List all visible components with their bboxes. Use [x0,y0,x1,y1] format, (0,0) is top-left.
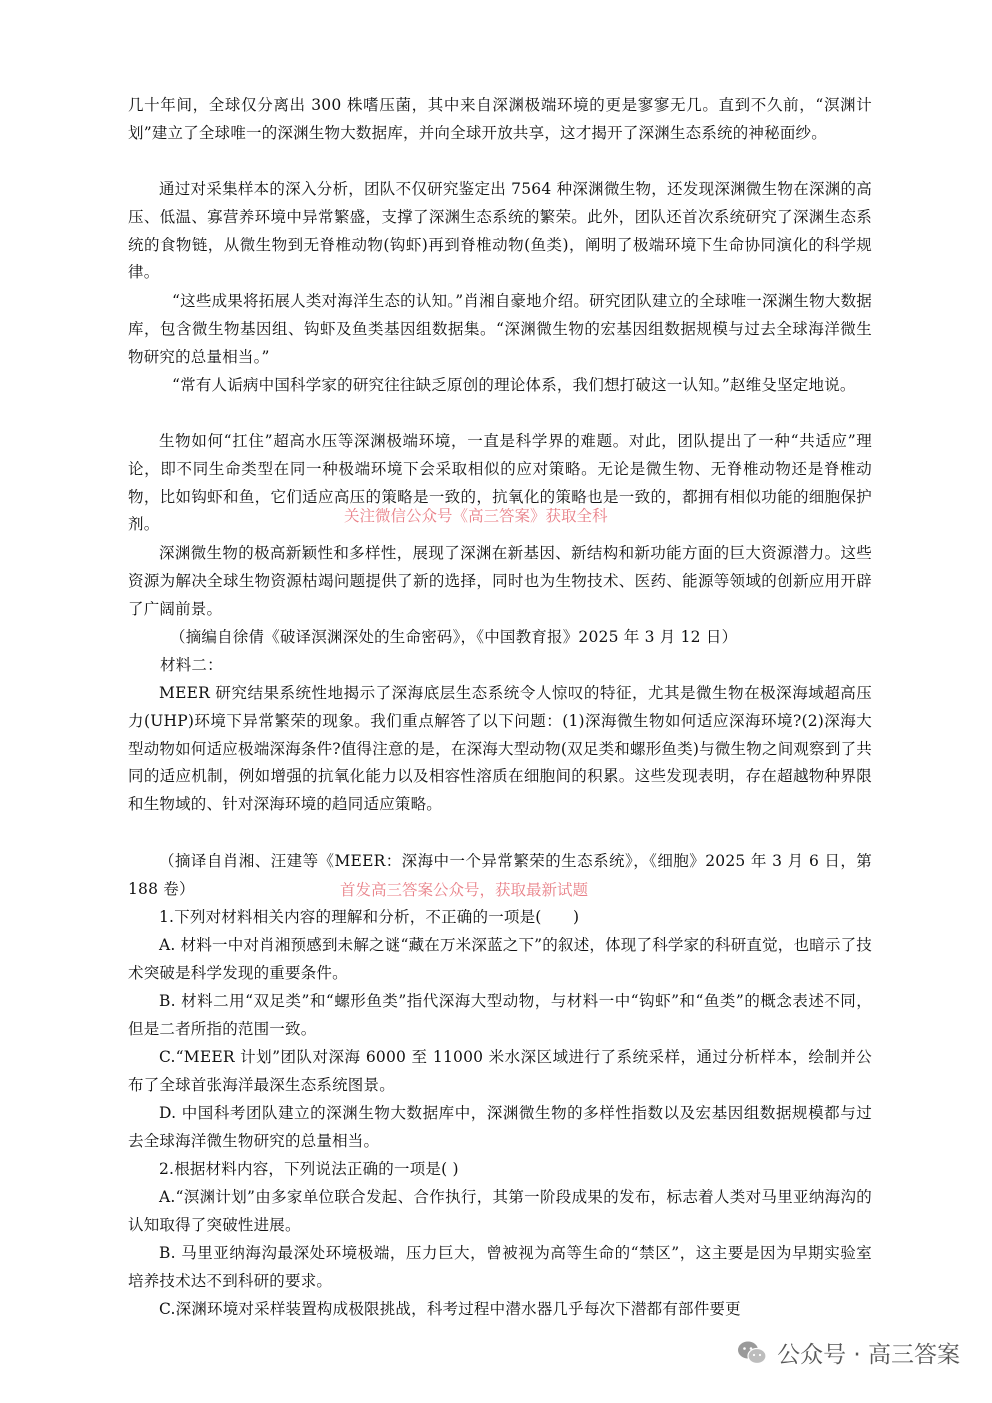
paragraph-1: 几十年间，全球仅分离出 300 株嗜压菌，其中来自深渊极端环境的更是寥寥无几。直到不久前，“溟渊计划”建立了全球唯一的深渊生物大数据库，并向全球开放共享，这才揭开了深渊生态系统的神秘面纱。 [128,96,872,142]
wechat-icon [737,1340,767,1366]
watermark-2: 首发高三答案公众号，获取最新试题 [340,881,589,899]
question-2-option-a: A.“溟渊计划”由多家单位联合发起、合作执行，其第一阶段成果的发布，标志着人类对马里亚纳海沟的认知取得了突破性进展。 [128,1188,872,1234]
question-1-option-d: D. 中国科考团队建立的深渊生物大数据库中，深渊微生物的多样性指数以及宏基因组数据规模都与过去全球海洋微生物研究的总量相当。 [128,1104,872,1150]
source-citation-2: （摘译自肖湘、汪建等《MEER：深海中一个异常繁荣的生态系统》，《细胞》2025 年 3 月 6 日，第 188 卷） [128,852,872,898]
question-2-option-b: B. 马里亚纳海沟最深处环境极端，压力巨大，曾被视为高等生命的“禁区”，这主要是因为早期实验室培养技术达不到科研的要求。 [128,1244,872,1290]
question-1-option-b: B. 材料二用“双足类”和“螺形鱼类”指代深海大型动物，与材料一中“钩虾”和“鱼类”的概念表述不同，但是二者所指的范围一致。 [128,992,872,1038]
paragraph-material-two: MEER 研究结果系统性地揭示了深海底层生态系统令人惊叹的特征，尤其是微生物在极深海域超高压力(UHP)环境下异常繁荣的现象。我们重点解答了以下问题：(1)深海微生物如何适应深海环境?(2)深海大型动物如何适应极端深海条件?值得注意的是，在深海大型动物(双足类和螺形鱼类)与微生物之间观察到了共同的适应机制，例如增强的抗氧化能力以及相容性溶质在细胞间的积累。这些发现表明，存在超越物种界限和生物域的、针对深海环境的趋同适应策略。 [128,684,872,814]
paragraph-2: 通过对采集样本的深入分析，团队不仅研究鉴定出 7564 种深渊微生物，还发现深渊微生物在深渊的高压、低温、寡营养环境中异常繁盛，支撑了深渊生态系统的繁荣。此外，团队还首次系统研究了深渊生态系统的食物链，从微生物到无脊椎动物(钩虾)再到脊椎动物(鱼类)，阐明了极端环境下生命协同演化的科学规律。 [128,180,872,282]
question-1-stem: 1.下列对材料相关内容的理解和分析，不正确的一项是( ) [159,908,580,926]
question-2-option-c: C.深渊环境对采样装置构成极限挑战，科考过程中潜水器几乎每次下潜都有部件要更 [159,1300,741,1318]
paragraph-5: 生物如何“扛住”超高水压等深渊极端环境，一直是科学界的难题。对此，团队提出了一种“共适应”理论，即不同生命类型在同一种极端环境下会采取相似的应对策略。无论是微生物、无脊椎动物还是脊椎动物，比如钩虾和鱼，它们适应高压的策略是一致的，抗氧化的策略也是一致的，都拥有相似功能的细胞保护剂。 [128,432,872,534]
paragraph-6: 深渊微生物的极高新颖性和多样性，展现了深渊在新基因、新结构和新功能方面的巨大资源潜力。这些资源为解决全球生物资源枯竭问题提供了新的选择，同时也为生物技术、医药、能源等领域的创新应用开辟了广阔前景。 [128,544,872,618]
source-citation-1: （摘编自徐倩《破译溟渊深处的生命密码》，《中国教育报》2025 年 3 月 12 日） [170,628,738,646]
watermark-1: 关注微信公众号《高三答案》获取全科 [344,507,608,525]
footer-text: 公众号 · 高三答案 [777,1342,960,1368]
footer-brand [737,1336,960,1369]
question-2-stem: 2.根据材料内容，下列说法正确的一项是( ) [159,1160,459,1178]
paragraph-3: “这些成果将拓展人类对海洋生态的认知。”肖湘自豪地介绍。研究团队建立的全球唯一深渊生物大数据库，包含微生物基因组、钩虾及鱼类基因组数据集。“深渊微生物的宏基因组数据规模与过去全球海洋微生物研究的总量相当。” [128,292,872,366]
question-1-option-c: C.“MEER 计划”团队对深海 6000 至 11000 米水深区域进行了系统采样，通过分析样本，绘制并公布了全球首张海洋最深生态系统图景。 [128,1048,872,1094]
material-two-heading: 材料二： [160,656,223,674]
question-1-option-a: A. 材料一中对肖湘预感到未解之谜“藏在万米深蓝之下”的叙述，体现了科学家的科研直觉，也暗示了技术突破是科学发现的重要条件。 [128,936,872,982]
paragraph-4: “常有人诟病中国科学家的研究往往缺乏原创的理论体系，我们想打破这一认知。”赵维殳坚定地说。 [172,376,856,394]
